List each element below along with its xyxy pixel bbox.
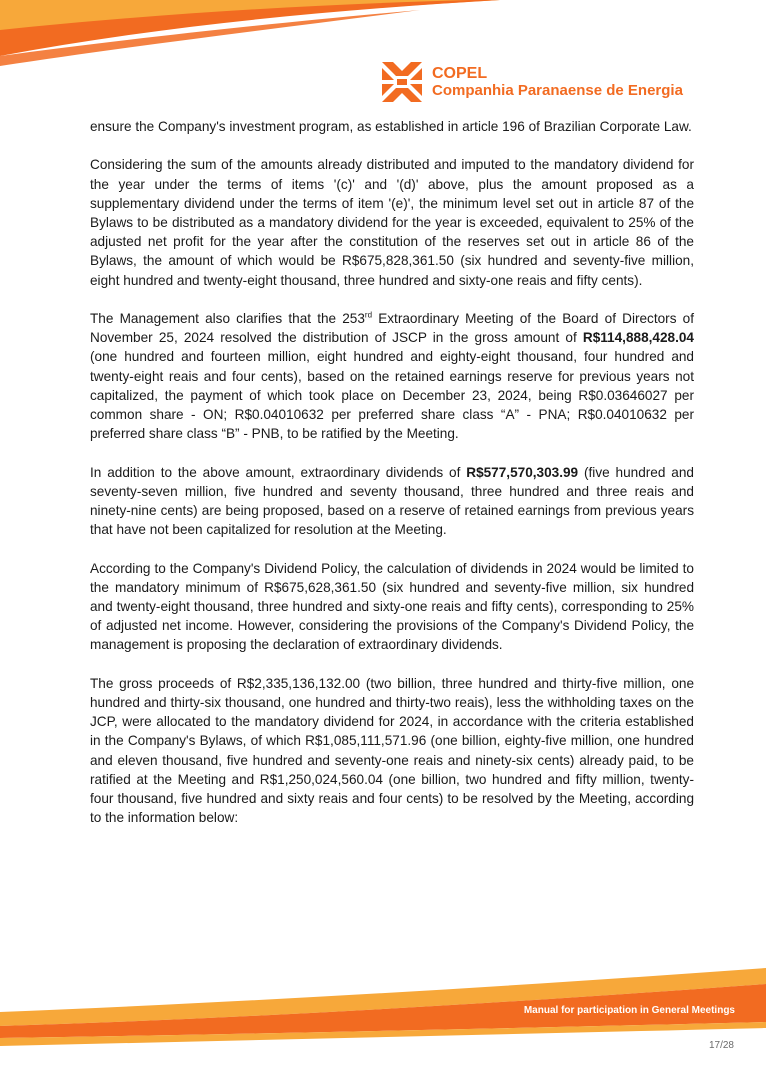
footer-title: Manual for participation in General Meetings — [523, 1005, 735, 1016]
paragraph-3 — [90, 309, 694, 443]
paragraph-5: According to the Company's Dividend Policy, the calculation of dividends in 2024 would be limited to the mandatory minimum of R$675,628,361.50 (six hundred and seventy-five million, six hundred and twenty-eight thousand, three hundred and sixty-one reais and fifty cents), corresponding to 25% of adjusted net income. However, considering the provisions of the Company's Dividend Policy, the management is proposing the declaration of extraordinary dividends. — [90, 560, 694, 653]
page-number: 17/28 — [708, 1040, 734, 1051]
footer-swoosh — [0, 968, 766, 1084]
paragraph-1: ensure the Company's investment program, as established in article 196 of Brazilian Corporate Law. — [90, 119, 692, 134]
paragraph-6: The gross proceeds of R$2,335,136,132.00 (two billion, three hundred and thirty-five million, one hundred and thirty-six thousand, one hundred and thirty-two reais), less the withholding taxes on the JCP, were allocated to the mandatory dividend for 2024, in accordance with the criteria established in the Company's Bylaws, of which R$1,085,111,571.96 (one billion, eighty-five million, one hundred and eleven thousand, five hundred and seventy-one reais and ninety-six cents) already paid, to be ratified at the Meeting and R$1,250,024,560.04 (one billion, two hundred and fifty million, twenty-four thousand, five hundred and sixty reais and four cents) to be resolved by the Meeting, according to the information below: — [90, 675, 694, 826]
copel-logo-icon — [380, 60, 424, 104]
copel-logo — [380, 60, 683, 104]
brand-full-name: Companhia Paranaense de Energia — [432, 82, 683, 99]
extraordinary-dividend-amount: R$577,570,303.99 — [466, 464, 579, 480]
paragraph-4-text-a: In addition to the above amount, extraordinary dividends of — [90, 464, 467, 480]
paragraph-4-text-b: (five hundred and seventy-seven million, five hundred and seventy thousand, three hundred and three reais and ninety-nine cents) are being proposed, based on a reserve of retained earnings from previous years that have not been capitalized for resolution at the Meeting. — [90, 464, 694, 538]
jscp-amount: R$114,888,428.04 — [582, 330, 694, 346]
paragraph-3-text-a: The Management also clarifies that the 253 — [90, 311, 365, 326]
paragraph-4 — [90, 463, 694, 540]
paragraph-2: Considering the sum of the amounts already distributed and imputed to the mandatory dividend for the year under the terms of items '(c)' and '(d)' above, plus the amount proposed as a supplementary dividend under the terms of item '(e)', the minimum level set out in article 87 of the Bylaws to be distributed as a mandatory dividend for the year is exceeded, equivalent to 25% of the adjusted net profit for the year after the constitution of the reserves set out in article 86 of the Bylaws, the amount of which would be R$675,828,361.50 (six hundred and seventy-five million, eight hundred and twenty-eight thousand, three hundred and sixty-one reais and fifty cents). — [90, 157, 694, 288]
ordinal-suffix: rd — [364, 310, 373, 320]
paragraph-3-text-c: (one hundred and fourteen million, eight hundred and eighty-eight thousand, four hundred and twenty-eight reais and four cents), based on the retained earnings reserve for previous years not capitalized, the payment of which took place on December 23, 2024, being R$0.03646027 per common share - ON; R$0.04010632 per preferred share class “A” - PNA; R$0.04010632 per preferred share class “B” - PNB, to be ratified by the Meeting. — [90, 349, 694, 442]
brand-name: COPEL — [432, 65, 488, 82]
paragraph-3-text-b: Extraordinary Meeting of the Board of Directors of November 25, 2024 resolved the distribution of JSCP in the gross amount of — [90, 311, 694, 346]
document-body — [90, 117, 694, 847]
